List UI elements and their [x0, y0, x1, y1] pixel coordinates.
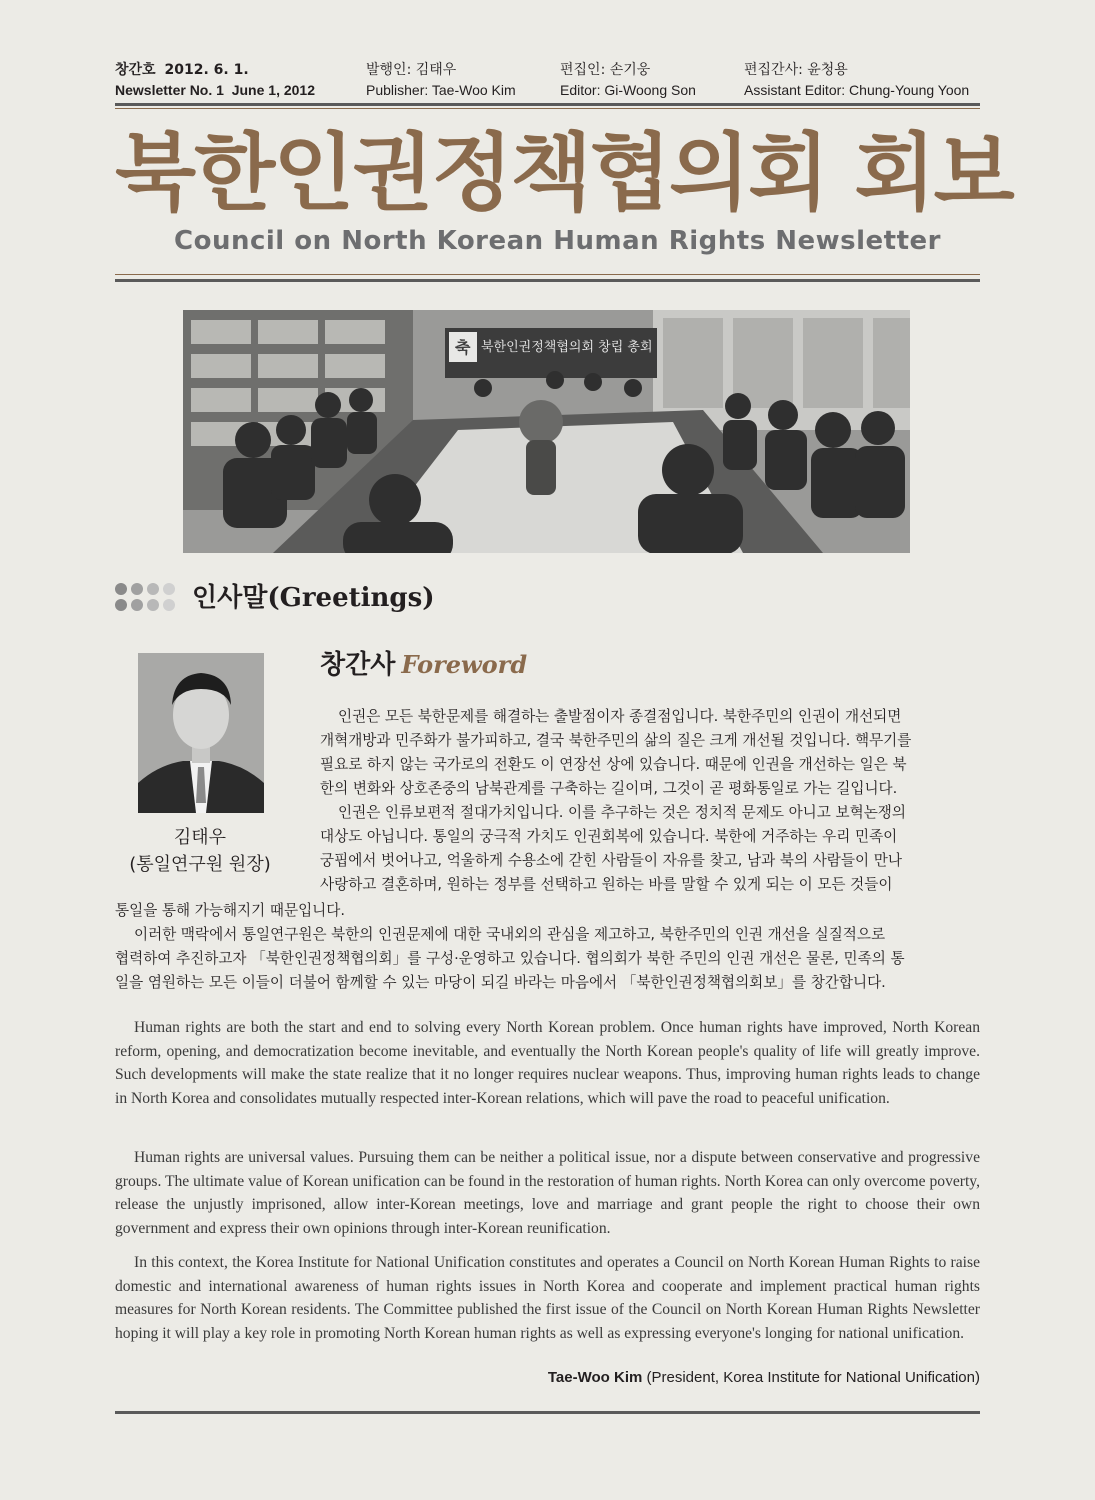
english-paragraph: In this context, the Korea Institute for National Unification constitutes and operates a Council on North Korean Human Rights to raise domestic and international awareness of human rights issues in North Korea and cooperate and implement practical human rights measures for North Korean residents. The Committee published the first issue of the Council on North Korean Human Rights Newsletter hoping it will play a key role in promoting North Korean human rights as well as expressing everyone's longing for national unification. — [115, 1254, 980, 1342]
korean-line: 인권은 모든 북한문제를 해결하는 출발점이자 종결점입니다. 북한주민의 인권이 개선되면 — [338, 708, 902, 725]
author-portrait — [138, 653, 264, 813]
assistant-editor-ko: 편집간사: 윤청용 — [744, 62, 848, 78]
korean-line: 이러한 맥락에서 통일연구원은 북한의 인권문제에 대한 국내외의 관심을 제고하고, 북한주민의 인권 개선을 실질적으로 — [134, 926, 886, 943]
korean-line: 한의 변화와 상호존중의 남북관계를 구축하는 길이며, 그것이 곧 평화통일로 가는 길입니다. — [320, 780, 898, 797]
top-rule-thin — [115, 108, 980, 109]
english-paragraph: Human rights are both the start and end to solving every North Korean problem. Once human rights have improved, North Korean reform, opening, and democratization become inevitable, and eventually the North Korean people's quality of life will greatly improve. Such developments will make the state realize that it no longer requires nuclear weapons. Thus, improving human rights leads to change in North Korea and consolidates mutually respected inter-Korean relations, which will pave the road to peaceful unification. — [115, 1019, 980, 1107]
english-paragraph: Human rights are universal values. Pursuing them can be neither a political issue, nor a dispute between conservative and progressive groups. The ultimate value of Korean unification can be found in the restoration of human rights. North Korea can only overcome poverty, release the unjustly imprisoned, allow inter-Korean meetings, love and marriage and grant people the right to choose their own government and express their own opinions through inter-Korean reunification. — [115, 1149, 980, 1237]
foreword-heading — [320, 644, 527, 681]
meeting-photo — [183, 310, 910, 553]
newsletter-title-ko: 북한인권정책협의회 회보 — [115, 124, 1013, 222]
signature-name: Tae-Woo Kim — [547, 1369, 643, 1386]
section-bullet-icon — [115, 583, 179, 613]
korean-line: 대상도 아닙니다. 통일의 궁극적 가치도 인권회복에 있습니다. 북한에 거주하는 우리 민족이 — [320, 828, 898, 845]
korean-line: 사랑하고 결혼하며, 원하는 정부를 선택하고 원하는 바를 말할 수 있게 되는 이 모든 것들이 — [320, 876, 893, 893]
issue-info — [115, 60, 315, 100]
editor-info — [560, 60, 696, 100]
mid-rule-thin — [115, 274, 980, 275]
mid-rule — [115, 279, 980, 282]
publisher-en: Publisher: Tae-Woo Kim — [366, 82, 516, 98]
korean-line: 인권은 인류보편적 절대가치입니다. 이를 추구하는 것은 정치적 문제도 아니고 보혁논쟁의 — [338, 804, 907, 821]
author-title: (통일연구원 원장) — [129, 854, 271, 875]
banner-text: 북한인권정책협의회 창립 총회 — [481, 340, 653, 355]
issue-date-ko: 2012. 6. 1. — [164, 62, 249, 78]
bottom-rule — [115, 1411, 980, 1414]
editor-ko: 편집인: 손기웅 — [560, 62, 651, 78]
section-title: 인사말(Greetings) — [192, 583, 435, 613]
issue-label-ko: 창간호 — [115, 62, 156, 78]
assistant-editor-en: Assistant Editor: Chung-Young Yoon — [744, 82, 970, 98]
issue-label-en: Newsletter No. 1 — [115, 82, 224, 98]
korean-line: 협력하여 추진하고자 「북한인권정책협의회」를 구성·운영하고 있습니다. 협의회가 북한 주민의 인권 개선은 물론, 민족의 통 — [115, 950, 905, 967]
publisher-ko: 발행인: 김태우 — [366, 62, 457, 78]
korean-line: 궁핍에서 벗어나고, 억울하게 수용소에 갇힌 사람들이 자유를 찾고, 남과 북의 사람들이 만나 — [320, 852, 902, 869]
signature — [548, 1369, 980, 1386]
korean-line: 필요로 하지 않는 국가로의 전환도 이 연장선 상에 있습니다. 때문에 인권을 개선하는 일은 북 — [320, 756, 907, 773]
korean-line: 통일을 통해 가능해지기 때문입니다. — [115, 902, 346, 919]
korean-line: 일을 염원하는 모든 이들이 더불어 함께할 수 있는 마당이 되길 바라는 마음에서 「북한인권정책협의회보」를 창간합니다. — [115, 974, 886, 991]
foreword-ko: 창간사 — [320, 650, 396, 680]
korean-line: 개혁개방과 민주화가 불가피하고, 결국 북한주민의 삶의 질은 크게 개선될 것입니다. 핵무기를 — [320, 732, 912, 749]
newsletter-title-en: Council on North Korean Human Rights Newsletter — [174, 226, 941, 256]
foreword-en: Foreword — [401, 650, 528, 679]
top-rule — [115, 103, 980, 106]
publisher-info — [366, 60, 516, 100]
assistant-editor-info — [744, 60, 969, 100]
signature-title: (President, Korea Institute for National Unification) — [642, 1369, 980, 1386]
issue-date-en: June 1, 2012 — [231, 82, 315, 98]
editor-en: Editor: Gi-Woong Son — [560, 82, 696, 98]
banner-symbol: 축 — [455, 338, 471, 357]
author-name: 김태우 — [173, 827, 227, 848]
